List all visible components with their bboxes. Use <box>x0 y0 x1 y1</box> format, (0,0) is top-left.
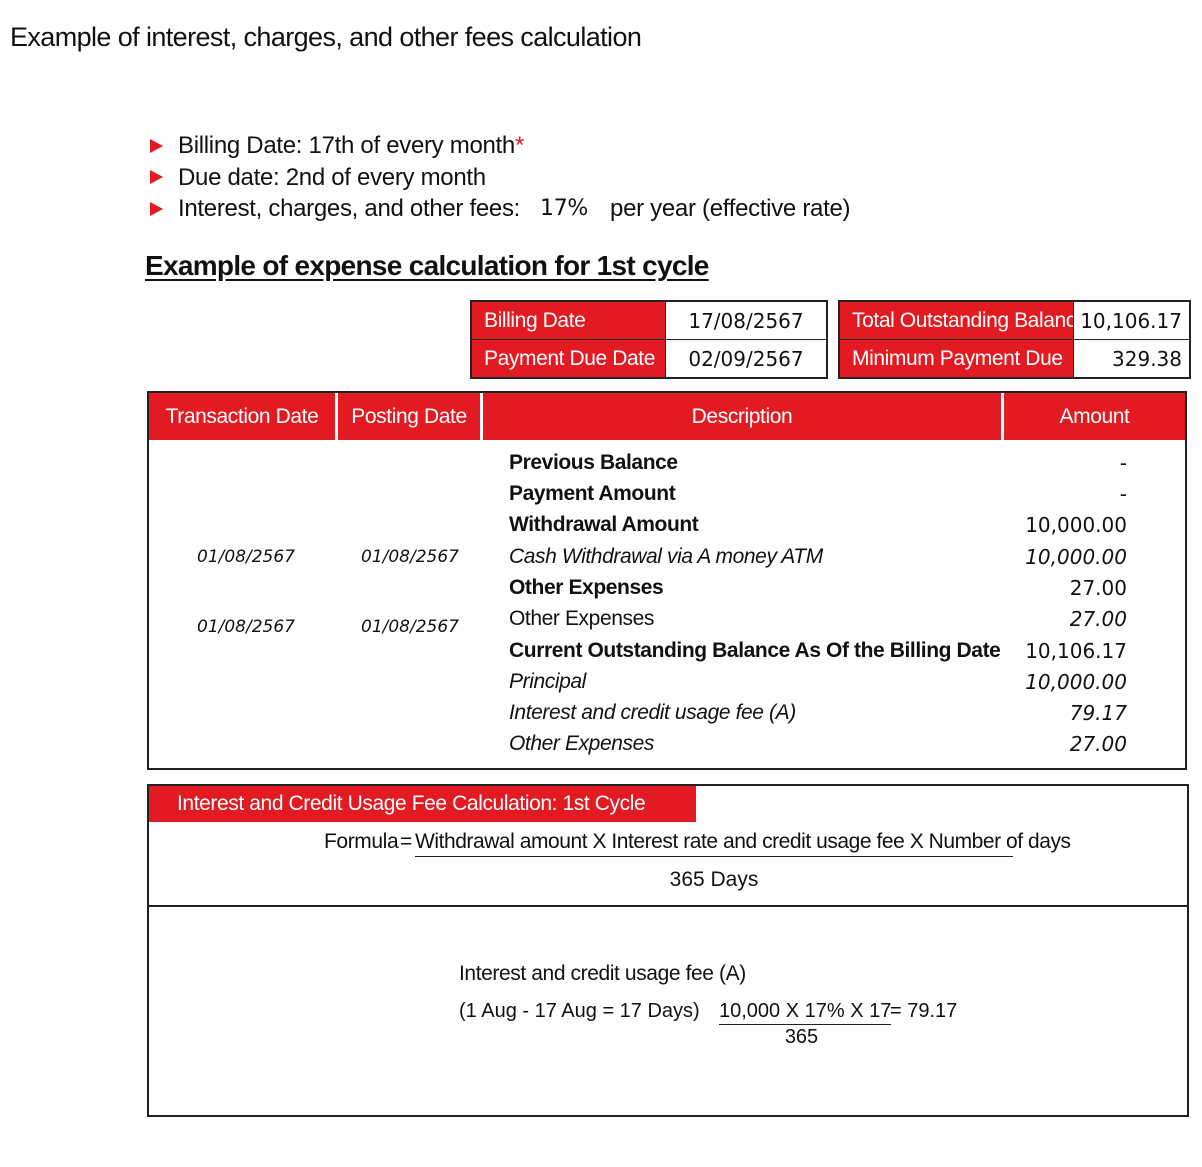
fee-denominator: 365 <box>784 1026 819 1048</box>
table-row <box>149 447 1185 478</box>
statement-totals-table <box>838 300 1191 379</box>
billing-date-row <box>472 302 826 339</box>
row-description: Payment Amount <box>509 481 676 505</box>
red-triangle-bullet-icon <box>150 139 163 153</box>
fee-numerator: 10,000 X 17% X 17 <box>719 1000 891 1025</box>
bullet-due-date <box>150 162 850 194</box>
table-row <box>149 509 1185 540</box>
row-description: Other Expenses <box>509 606 654 630</box>
billing-date-value: 17/08/2567 <box>665 302 826 339</box>
table-row <box>149 666 1185 697</box>
table-row <box>149 478 1185 509</box>
row-transaction-date: 01/08/2567 <box>197 616 295 637</box>
row-transaction-date: 01/08/2567 <box>197 546 295 567</box>
table-row <box>149 572 1185 603</box>
row-posting-date: 01/08/2567 <box>361 616 459 637</box>
fees-rate: 17% <box>540 196 589 221</box>
header-transaction-date: Transaction Date <box>165 404 319 428</box>
total-outstanding-row <box>840 302 1189 339</box>
header-description: Description <box>691 404 793 428</box>
footnote-asterisk: * <box>514 132 524 159</box>
row-amount: 10,000.00 <box>1025 544 1127 569</box>
formula-label: Formula <box>324 830 399 853</box>
fee-calculation-header: Interest and Credit Usage Fee Calculation: 1st Cycle <box>149 786 696 822</box>
table-row <box>149 541 1185 572</box>
payment-due-value: 02/09/2567 <box>665 340 826 377</box>
page-title: Example of interest, charges, and other fees calculation <box>10 22 642 52</box>
row-amount: 27.00 <box>1069 606 1127 631</box>
formula-denominator: 365 Days <box>669 868 759 891</box>
due-date-text: Due date: 2nd of every month <box>178 163 486 191</box>
fee-title: Interest and credit usage fee (A) <box>459 962 746 985</box>
key-terms-list <box>150 130 850 225</box>
row-amount: 79.17 <box>1069 700 1127 725</box>
row-description: Principal <box>509 669 586 693</box>
table-row <box>149 603 1185 637</box>
header-posting-date: Posting Date <box>351 404 467 428</box>
fee-result: = 79.17 <box>890 1000 958 1022</box>
row-amount: 10,106.17 <box>1025 638 1127 663</box>
fees-suffix: per year (effective rate) <box>610 195 851 222</box>
transaction-table-header <box>149 393 1185 440</box>
row-amount: - <box>1119 450 1127 475</box>
fees-label: Interest, charges, and other fees: <box>178 195 521 222</box>
row-description: Other Expenses <box>509 575 664 599</box>
section-heading: Example of expense calculation for 1st cycle <box>145 250 709 281</box>
statement-dates-table <box>470 300 828 379</box>
calc-divider <box>149 905 1187 907</box>
table-row <box>149 728 1185 759</box>
row-amount: 10,000.00 <box>1025 669 1127 694</box>
header-amount: Amount <box>1059 404 1130 428</box>
row-amount: 27.00 <box>1069 731 1127 756</box>
row-description: Interest and credit usage fee (A) <box>509 700 796 724</box>
transaction-table <box>147 391 1187 770</box>
billing-date-label: Billing Date <box>472 302 665 339</box>
row-description: Withdrawal Amount <box>509 512 699 536</box>
fee-period: (1 Aug - 17 Aug = 17 Days) <box>459 1000 700 1022</box>
row-description: Cash Withdrawal via A money ATM <box>509 544 823 568</box>
red-triangle-bullet-icon <box>150 170 163 184</box>
row-amount: 10,000.00 <box>1025 512 1127 537</box>
table-row <box>149 635 1185 666</box>
row-posting-date: 01/08/2567 <box>361 546 459 567</box>
payment-due-label: Payment Due Date <box>472 340 665 377</box>
row-amount: 27.00 <box>1069 575 1127 600</box>
row-description: Previous Balance <box>509 450 678 474</box>
minimum-payment-value: 329.38 <box>1073 340 1189 377</box>
minimum-payment-label: Minimum Payment Due <box>840 340 1073 377</box>
row-description: Current Outstanding Balance As Of the Billing Date <box>509 638 1001 662</box>
fee-calculation-box <box>147 784 1189 1117</box>
formula-numerator: Withdrawal amount X Interest rate and credit usage fee X Number of days <box>415 830 1013 857</box>
row-amount: - <box>1119 481 1127 506</box>
table-row <box>149 697 1185 728</box>
bullet-billing-date <box>150 130 850 162</box>
bullet-fees-rate <box>150 193 850 225</box>
formula-equals: = <box>400 830 413 853</box>
payment-due-row <box>472 339 826 377</box>
billing-date-text: Billing Date: 17th of every month <box>178 132 515 159</box>
total-outstanding-label: Total Outstanding Balance <box>840 302 1073 339</box>
row-description: Other Expenses <box>509 731 654 755</box>
red-triangle-bullet-icon <box>150 202 163 216</box>
minimum-payment-row <box>840 339 1189 377</box>
total-outstanding-value: 10,106.17 <box>1073 302 1189 339</box>
